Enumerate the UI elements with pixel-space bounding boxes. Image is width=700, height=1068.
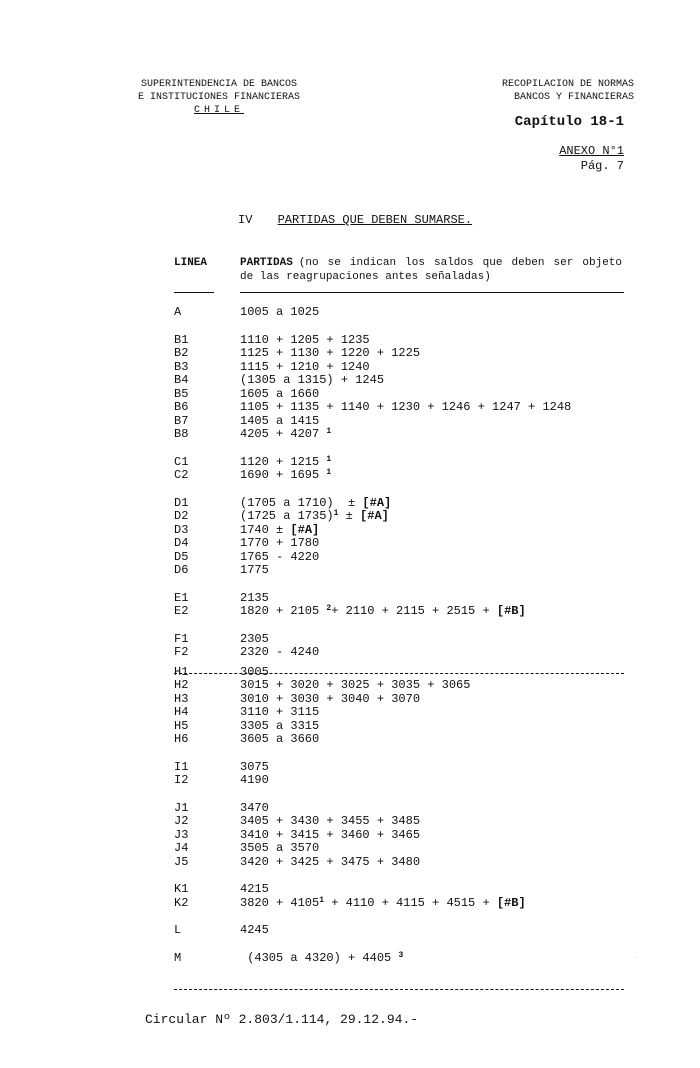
- row-partidas: [240, 856, 420, 870]
- row-partidas: [240, 774, 269, 788]
- row-partidas: [240, 524, 319, 538]
- row-partidas: [240, 829, 420, 843]
- row-code: K1: [174, 882, 189, 896]
- table-row: [174, 347, 634, 361]
- table-row: [174, 334, 634, 348]
- row-partidas: [240, 706, 319, 720]
- row-code: J1: [174, 800, 189, 815]
- row-partidas: [240, 842, 319, 856]
- row-code: H2: [174, 678, 189, 692]
- account-expression: 3110 + 3115: [240, 705, 320, 719]
- collection-line-1: RECOPILACION DE NORMAS: [501, 79, 634, 90]
- row-partidas: [240, 415, 319, 429]
- row-code: L: [174, 923, 182, 937]
- bracket-ref: [#B]: [496, 895, 526, 910]
- account-expression: 1005 a 1025: [240, 305, 320, 319]
- row-code: J5: [174, 854, 189, 869]
- row-code: B5: [174, 386, 189, 401]
- account-expression: 3470: [240, 800, 269, 815]
- account-expression: 2305: [240, 631, 269, 646]
- account-expression: 3420 + 3425 + 3475 + 3480: [240, 854, 421, 869]
- row-code: E1: [174, 590, 189, 605]
- footnote-marker: 1: [326, 468, 332, 477]
- row-partidas: [240, 551, 319, 565]
- account-expression: ±: [338, 509, 361, 523]
- row-code: D3: [174, 522, 189, 537]
- table-row: [174, 551, 634, 565]
- institution-line-2: E INSTITUCIONES FINANCIERAS: [138, 92, 301, 103]
- section-heading: [238, 213, 472, 227]
- row-partidas: [240, 306, 319, 320]
- collection-line-2: BANCOS Y FINANCIERAS: [513, 92, 634, 103]
- account-expression: 4215: [240, 882, 269, 896]
- row-code: H6: [174, 732, 189, 746]
- row-partidas: [240, 633, 269, 647]
- partidas-table: [174, 306, 634, 965]
- table-row: [174, 524, 634, 538]
- account-expression: 1820 + 2105: [240, 604, 327, 618]
- account-expression: 4245: [240, 923, 269, 937]
- row-code: J3: [174, 827, 189, 842]
- account-expression: 3305 a 3315: [240, 718, 320, 733]
- account-expression: 3405 + 3430 + 3455 + 3485: [240, 814, 421, 828]
- footnote-marker: 1: [326, 427, 332, 436]
- table-row: [174, 856, 634, 870]
- table-row: [174, 605, 634, 619]
- row-code: F2: [174, 645, 189, 659]
- row-partidas: [240, 720, 319, 734]
- row-code: C2: [174, 468, 189, 482]
- account-expression: + 2110 + 2115 + 2515 +: [331, 604, 497, 618]
- row-code: B3: [174, 359, 189, 374]
- section-title: PARTIDAS QUE DEBEN SUMARSE.: [277, 213, 473, 227]
- row-partidas: [240, 679, 470, 693]
- account-expression: 3410 + 3415 + 3460 + 3465: [240, 827, 421, 842]
- bracket-ref: [#A]: [290, 522, 320, 537]
- row-partidas: [240, 761, 269, 775]
- account-expression: 3605 a 3660: [240, 732, 320, 746]
- row-partidas: [240, 456, 331, 470]
- row-partidas: [240, 646, 319, 660]
- row-code: B6: [174, 400, 189, 414]
- account-expression: 1405 a 1415: [240, 413, 320, 428]
- row-partidas: [240, 401, 571, 415]
- table-row: [174, 883, 634, 897]
- table-row: [174, 646, 634, 660]
- scan-mark: ·: [634, 954, 638, 961]
- row-code: K2: [174, 895, 189, 910]
- row-partidas: [240, 666, 269, 680]
- account-expression: 1770 + 1780: [240, 536, 320, 550]
- table-row: [174, 592, 634, 606]
- table-row: [174, 761, 634, 775]
- partidas-note: (no se indican los saldos que deben ser objeto de las reagrupaciones antes señaladas): [240, 257, 622, 283]
- row-partidas: [240, 428, 331, 442]
- row-code: B2: [174, 346, 189, 360]
- bracket-ref: [#A]: [360, 509, 389, 523]
- account-expression: (1725 a 1735): [240, 509, 334, 523]
- chapter-title: Capítulo 18-1: [514, 114, 624, 130]
- row-partidas: [240, 564, 269, 578]
- account-expression: 1115 + 1210 + 1240: [240, 359, 370, 374]
- table-row: [174, 952, 634, 966]
- bracket-ref: [#B]: [496, 604, 526, 618]
- annex-number: ANEXO N°1: [559, 144, 624, 158]
- account-expression: 3820 + 4105: [240, 895, 320, 910]
- account-expression: 3075: [240, 759, 269, 774]
- row-code: D5: [174, 549, 189, 564]
- institution-line-1: SUPERINTENDENCIA DE BANCOS: [141, 79, 298, 90]
- table-row: [174, 924, 634, 938]
- row-partidas: [240, 361, 370, 375]
- row-partidas: [240, 802, 269, 816]
- account-expression: 1775: [240, 563, 269, 577]
- account-expression: 3010 + 3030 + 3040 + 3070: [240, 691, 421, 706]
- institution-header: [138, 78, 300, 117]
- table-row: [174, 415, 634, 429]
- row-code: I2: [174, 773, 189, 787]
- row-partidas: [240, 693, 420, 707]
- account-expression: 1765 - 4220: [240, 549, 320, 564]
- account-expression: 2320 - 4240: [240, 645, 320, 659]
- row-code: I1: [174, 759, 189, 774]
- account-expression: 1605 a 1660: [240, 386, 320, 401]
- table-row: [174, 564, 634, 578]
- row-partidas: [240, 592, 269, 606]
- account-expression: (4305 a 4320) + 4405: [240, 950, 399, 965]
- bracket-ref: [#A]: [362, 495, 392, 510]
- row-code: H3: [174, 691, 189, 706]
- section-number: IV: [238, 213, 253, 227]
- account-expression: 1740 ±: [240, 522, 291, 537]
- table-row: [174, 401, 634, 415]
- partidas-label: PARTIDAS: [240, 257, 293, 269]
- table-row: [174, 802, 634, 816]
- account-expression: 4190: [240, 773, 269, 787]
- table-row: [174, 497, 634, 511]
- row-code: H4: [174, 705, 189, 719]
- table-row: [174, 733, 634, 747]
- table-row: [174, 456, 634, 470]
- row-partidas: [240, 374, 384, 388]
- dashed-separator: [174, 989, 624, 990]
- footnote-marker: 2: [326, 604, 332, 613]
- footnote-marker: 1: [333, 509, 339, 518]
- row-partidas: [240, 952, 403, 966]
- row-code: D2: [174, 509, 189, 523]
- row-partidas: [240, 924, 269, 938]
- row-partidas: [240, 897, 526, 911]
- footnote-marker: 1: [319, 895, 325, 905]
- table-row: [174, 537, 634, 551]
- row-code: B7: [174, 413, 189, 428]
- account-expression: (1305 a 1315) + 1245: [240, 373, 385, 387]
- linea-underline: [174, 292, 214, 293]
- account-expression: 1110 + 1205 + 1235: [240, 332, 370, 347]
- table-row: [174, 361, 634, 375]
- table-row: [174, 306, 634, 320]
- table-row: [174, 428, 634, 442]
- row-partidas: [240, 388, 319, 402]
- row-code: H1: [174, 664, 189, 679]
- row-partidas: [240, 605, 526, 619]
- table-row: [174, 774, 634, 788]
- footnote-marker: 3: [398, 950, 404, 960]
- circular-reference: Circular Nº 2.803/1.114, 29.12.94.-: [145, 1012, 419, 1027]
- account-expression: 1125 + 1130 + 1220 + 1225: [240, 346, 421, 360]
- row-code: C1: [174, 454, 189, 469]
- account-expression: + 4110 + 4115 + 4515 +: [324, 895, 497, 910]
- table-row: [174, 510, 634, 524]
- row-code: E2: [174, 604, 189, 618]
- account-expression: 2135: [240, 590, 269, 605]
- table-row: [174, 679, 634, 693]
- row-code: J4: [174, 841, 189, 855]
- row-code: F1: [174, 631, 189, 646]
- collection-header: [502, 78, 634, 104]
- column-header-linea: LINEA: [174, 257, 208, 269]
- row-partidas: [240, 469, 331, 483]
- row-code: B8: [174, 427, 189, 441]
- row-partidas: [240, 815, 420, 829]
- page-number: Pág. 7: [580, 159, 624, 173]
- table-row: [174, 842, 634, 856]
- row-code: J2: [174, 814, 189, 828]
- account-expression: 3015 + 3020 + 3025 + 3035 + 3065: [240, 678, 471, 692]
- account-expression: 4205 + 4207: [240, 427, 327, 441]
- account-expression: 1690 + 1695: [240, 468, 327, 482]
- row-partidas: [240, 347, 420, 361]
- row-code: B4: [174, 373, 189, 387]
- row-partidas: [240, 497, 391, 511]
- account-expression: (1705 a 1710) ±: [240, 495, 363, 510]
- row-partidas: [240, 733, 319, 747]
- account-expression: 3505 a 3570: [240, 841, 320, 855]
- annex-block: [559, 144, 624, 174]
- row-code: B1: [174, 332, 189, 347]
- country-line: CHILE: [194, 105, 245, 116]
- column-header-partidas: [240, 256, 622, 284]
- table-row: [174, 720, 634, 734]
- account-expression: 1105 + 1135 + 1140 + 1230 + 1246 + 1247 + 1248: [240, 400, 572, 414]
- table-row: [174, 666, 634, 680]
- footnote-marker: 1: [326, 454, 332, 464]
- table-row: [174, 469, 634, 483]
- table-row: [174, 374, 634, 388]
- row-code: A: [174, 305, 182, 319]
- table-row: [174, 706, 634, 720]
- table-row: [174, 633, 634, 647]
- row-code: D1: [174, 495, 189, 510]
- row-partidas: [240, 334, 370, 348]
- row-partidas: [240, 537, 319, 551]
- row-code: M: [174, 950, 182, 965]
- row-partidas: [240, 883, 269, 897]
- table-row: [174, 388, 634, 402]
- partidas-underline: [240, 292, 624, 293]
- table-row: [174, 897, 634, 911]
- row-code: H5: [174, 718, 189, 733]
- account-expression: 1120 + 1215: [240, 454, 327, 469]
- row-code: D6: [174, 563, 189, 577]
- table-row: [174, 693, 634, 707]
- row-partidas: [240, 510, 389, 524]
- table-row: [174, 829, 634, 843]
- account-expression: 3005: [240, 664, 269, 679]
- row-code: D4: [174, 536, 189, 550]
- table-row: [174, 815, 634, 829]
